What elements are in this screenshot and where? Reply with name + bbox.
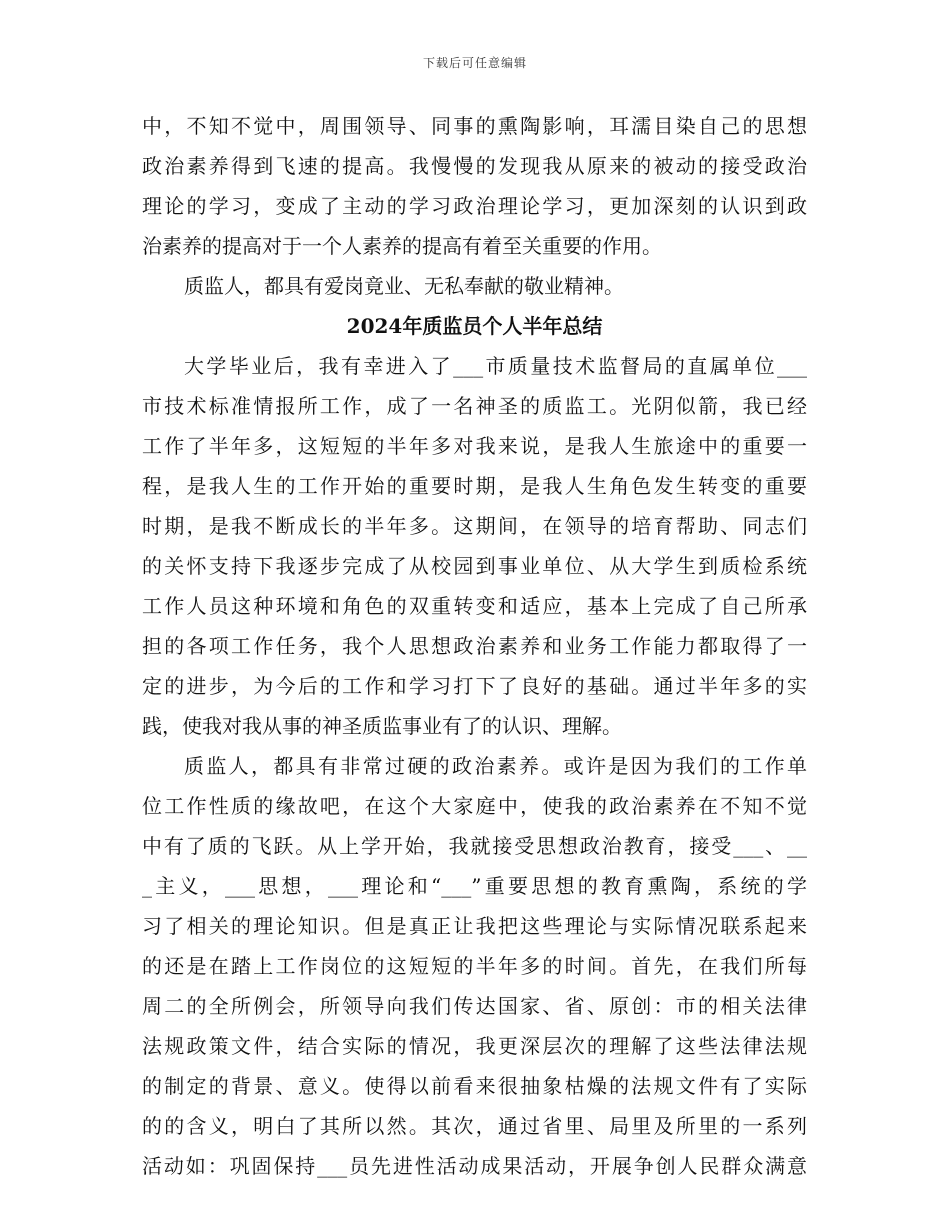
text-line: 法规政策文件，结合实际的情况，我更深层次的理解了这些法律法规	[142, 1034, 807, 1058]
text-line: 的关怀支持下我逐步完成了从校园到事业单位、从大学生到质检系统	[142, 554, 807, 578]
text-line: 理论的学习，变成了主动的学习政治理论学习，更加深刻的认识到政	[142, 194, 807, 218]
text-line: 治素养的提高对于一个人素养的提高有着至关重要的作用。	[142, 234, 662, 258]
text-line: 政治素养得到飞速的提高。我慢慢的发现我从原来的被动的接受政治	[142, 154, 807, 178]
text-line: 活动如：巩固保持___员先进性活动成果活动，开展争创人民群众满意	[142, 1154, 807, 1178]
text-line: 大学毕业后，我有幸进入了___市质量技术监督局的直属单位___	[184, 354, 807, 378]
text-line: 周二的全所例会，所领导向我们传达国家、省、原创：市的相关法律	[142, 994, 807, 1018]
text-line: 程，是我人生的工作开始的重要时期，是我人生角色发生转变的重要	[142, 474, 807, 498]
paragraph-continuation	[142, 106, 807, 266]
text-line: 质监人，都具有爱岗竟业、无私奉献的敬业精神。	[184, 274, 624, 298]
paragraph-intro	[142, 346, 807, 746]
text-line: 的制定的背景、意义。使得以前看来很抽象枯燥的法规文件有了实际	[142, 1074, 807, 1098]
text-line: 时期，是我不断成长的半年多。这期间，在领导的培育帮助、同志们	[142, 514, 807, 538]
text-line: 担的各项工作任务，我个人思想政治素养和业务工作能力都取得了一	[142, 634, 807, 658]
text-line: 的的含义，明白了其所以然。其次，通过省里、局里及所里的一系列	[142, 1114, 807, 1138]
section-title: 2024年质监员个人半年总结	[346, 314, 603, 338]
text-line: 践，使我对我从事的神圣质监事业有了的认识、理解。	[142, 714, 622, 738]
text-line: 位工作性质的缘故吧，在这个大家庭中，使我的政治素养在不知不觉	[142, 794, 807, 818]
text-line: 工作人员这种环境和角色的双重转变和适应，基本上完成了自己所承	[142, 594, 807, 618]
paragraph-dedication	[142, 266, 807, 306]
text-line: 定的进步，为今后的工作和学习打下了良好的基础。通过半年多的实	[142, 674, 807, 698]
text-line: 工作了半年多，这短短的半年多对我来说，是我人生旅途中的重要一	[142, 434, 807, 458]
paragraph-political-quality	[142, 746, 807, 1186]
text-line: 中有了质的飞跃。从上学开始，我就接受思想政治教育，接受___、__	[142, 834, 807, 858]
document-body	[142, 106, 807, 1186]
text-line: 习了相关的理论知识。但是真正让我把这些理论与实际情况联系起来	[142, 914, 807, 938]
text-line: 质监人，都具有非常过硬的政治素养。或许是因为我们的工作单	[184, 754, 807, 778]
text-line: 市技术标准情报所工作，成了一名神圣的质监工。光阴似箭，我已经	[142, 394, 807, 418]
page-header-note: 下载后可任意编辑	[422, 56, 527, 70]
text-line: 中，不知不觉中，周围领导、同事的熏陶影响，耳濡目染自己的思想	[142, 114, 807, 138]
text-line: _主义，___思想，___理论和“___”重要思想的教育熏陶，系统的学	[142, 874, 807, 898]
text-line: 的还是在踏上工作岗位的这短短的半年多的时间。首先，在我们所每	[142, 954, 807, 978]
